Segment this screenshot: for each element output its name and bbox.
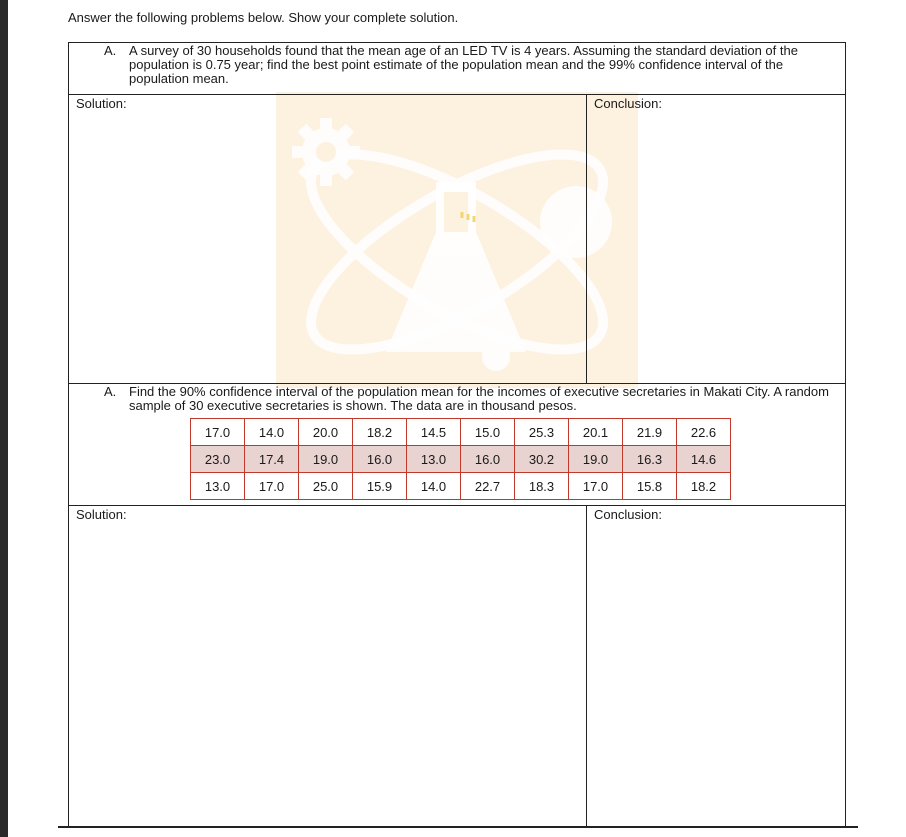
instructions-text: Answer the following problems below. Show your complete solution. — [68, 10, 459, 25]
table-cell: 25.0 — [299, 473, 353, 500]
table-cell: 23.0 — [191, 446, 245, 473]
problem2-letter: A. — [104, 384, 117, 399]
table-cell: 20.0 — [299, 419, 353, 446]
problem2-solution-label: Solution: — [76, 507, 127, 522]
bottom-rule — [58, 826, 858, 828]
income-data-table — [190, 418, 731, 500]
table-cell: 16.0 — [353, 446, 407, 473]
left-edge-strip — [0, 0, 8, 837]
table-cell: 15.0 — [461, 419, 515, 446]
table-cell: 25.3 — [515, 419, 569, 446]
problem2-header-divider — [68, 505, 846, 506]
table-cell: 18.3 — [515, 473, 569, 500]
table-cell: 15.8 — [623, 473, 677, 500]
problem2-text: Find the 90% confidence interval of the population mean for the incomes of executive secretaries in Makati City. A random sample of 30 executive secretaries is shown. The data are in thousand pesos. — [129, 384, 829, 413]
problem2-column-divider — [586, 505, 587, 828]
table-cell: 19.0 — [569, 446, 623, 473]
table-cell: 17.0 — [569, 473, 623, 500]
table-cell: 21.9 — [623, 419, 677, 446]
table-cell: 17.0 — [245, 473, 299, 500]
table-cell: 18.2 — [677, 473, 731, 500]
table-cell: 14.0 — [407, 473, 461, 500]
table-cell: 19.0 — [299, 446, 353, 473]
table-cell: 15.9 — [353, 473, 407, 500]
table-cell: 14.6 — [677, 446, 731, 473]
table-row — [191, 473, 731, 500]
table-cell: 13.0 — [191, 473, 245, 500]
table-cell: 30.2 — [515, 446, 569, 473]
table-cell: 17.4 — [245, 446, 299, 473]
problem2-conclusion-label: Conclusion: — [594, 507, 662, 522]
problem1-column-divider — [586, 94, 587, 384]
table-cell: 16.0 — [461, 446, 515, 473]
table-cell: 22.6 — [677, 419, 731, 446]
table-cell: 14.5 — [407, 419, 461, 446]
problem1-conclusion-label: Conclusion: — [594, 96, 662, 111]
table-cell: 20.1 — [569, 419, 623, 446]
table-row — [191, 446, 731, 473]
problem1-text: A survey of 30 households found that the mean age of an LED TV is 4 years. Assuming the standard deviation of the population is 0.75 year; find the best point estimate of the population mean and the 99% confidence interval of the population mean. — [129, 43, 798, 86]
table-cell: 17.0 — [191, 419, 245, 446]
problem1-header-divider — [68, 94, 846, 95]
table-row — [191, 419, 731, 446]
problem1-solution-label: Solution: — [76, 96, 127, 111]
table-cell: 13.0 — [407, 446, 461, 473]
table-cell: 22.7 — [461, 473, 515, 500]
table-cell: 18.2 — [353, 419, 407, 446]
table-cell: 14.0 — [245, 419, 299, 446]
problem1-letter: A. — [104, 43, 117, 58]
table-cell: 16.3 — [623, 446, 677, 473]
